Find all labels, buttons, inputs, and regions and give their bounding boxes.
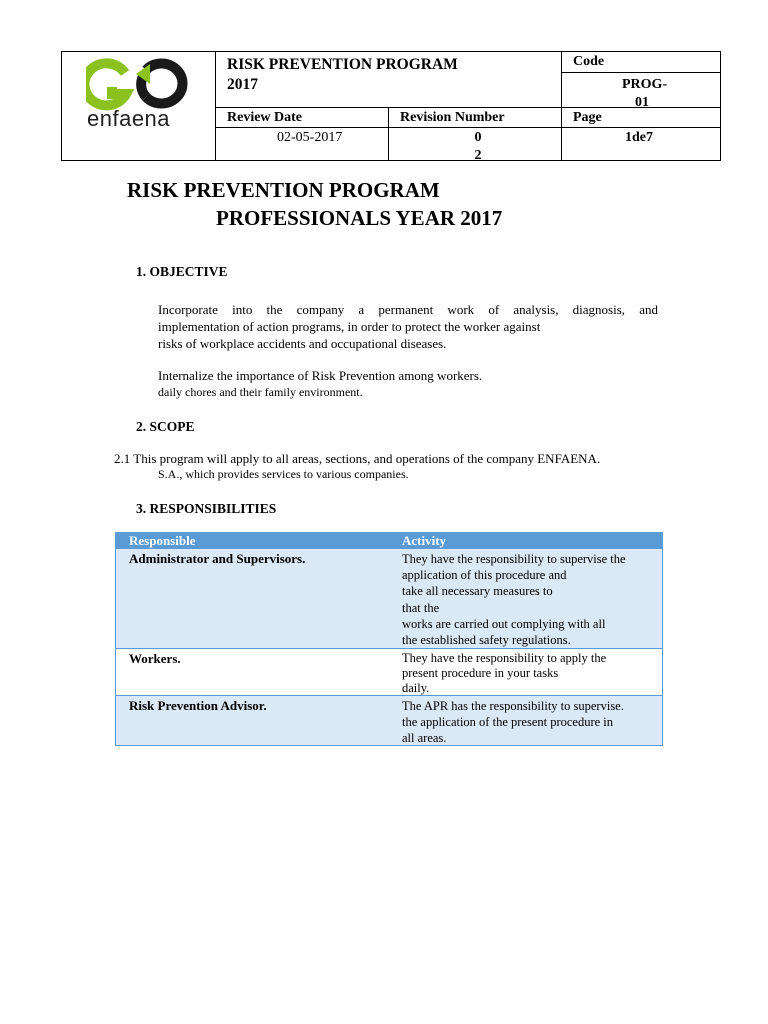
objective-paragraph-1-line1: Incorporate into the company a permanent work of analysis, diagnosis, and [158,302,658,317]
row-activity [402,651,652,696]
activity-line: works are carried out complying with all [402,616,606,631]
activity-line: They have the responsibility to supervise the [402,552,626,566]
activity-line: that the [402,600,440,615]
header-title [227,55,458,95]
objective-paragraph-1-line3: risks of workplace accidents and occupational diseases. [158,336,447,351]
objective-paragraph-1-line2: implementation of action programs, in order to protect the worker against [158,319,541,334]
row-responsible: Administrator and Supervisors. [129,551,306,566]
logo-wordmark [87,106,170,132]
page-value: 1de7 [625,130,653,145]
activity-line: all areas. [402,731,447,746]
responsibilities-table [115,532,663,746]
activity-line: They have the responsibility to apply the [402,651,607,665]
code-value [622,76,668,112]
activity-line: The APR has the responsibility to supervise. [402,699,624,713]
column-header-activity: Activity [402,533,447,548]
table-row [116,648,662,695]
activity-line: the application of the present procedure in [402,715,614,730]
objective-paragraph-2-line1: Internalize the importance of Risk Prevention among workers. [158,368,483,383]
code-value-line1: PROG- [622,77,668,92]
activity-line: application of this procedure and [402,568,567,583]
header-title-line2: 2017 [227,76,258,93]
row-activity [402,698,652,747]
revision-number-label: Revision Number [400,110,505,125]
revision-number-value [472,129,484,165]
document-title-line2: PROFESSIONALS YEAR 2017 [216,206,503,230]
table-row [116,695,662,745]
review-date-value: 02-05-2017 [277,130,343,145]
column-header-responsible: Responsible [129,533,196,548]
objective-heading: 1. OBJECTIVE [136,264,228,279]
revision-line2: 2 [474,148,482,163]
row-activity [402,551,652,648]
activity-line: present procedure in your tasks [402,666,559,680]
page-label: Page [573,110,602,125]
revision-line1: 0 [474,130,482,145]
scope-line1: 2.1 This program will apply to all areas, sections, and operations of the company ENFAENA. [114,451,601,466]
code-label: Code [573,54,605,69]
activity-line: daily. [402,681,430,695]
row-responsible: Risk Prevention Advisor. [129,698,267,713]
activity-line: the established safety regulations. [402,633,571,648]
table-row [116,548,662,648]
activity-line: take all necessary measures to [402,584,553,599]
scope-line2: S.A., which provides services to various companies. [158,467,409,481]
review-date-label: Review Date [227,110,303,125]
header-title-line1: RISK PREVENTION PROGRAM [227,56,458,73]
objective-paragraph-2-line2: daily chores and their family environment. [158,385,363,399]
responsibilities-heading: 3. RESPONSIBILITIES [136,501,277,516]
table-header-row [116,533,662,548]
scope-heading: 2. SCOPE [136,419,195,434]
code-value-line2: 01 [635,95,649,110]
row-responsible: Workers. [129,651,181,666]
document-title-line1: RISK PREVENTION PROGRAM [127,178,440,202]
logo-text: enfaena [87,106,171,131]
